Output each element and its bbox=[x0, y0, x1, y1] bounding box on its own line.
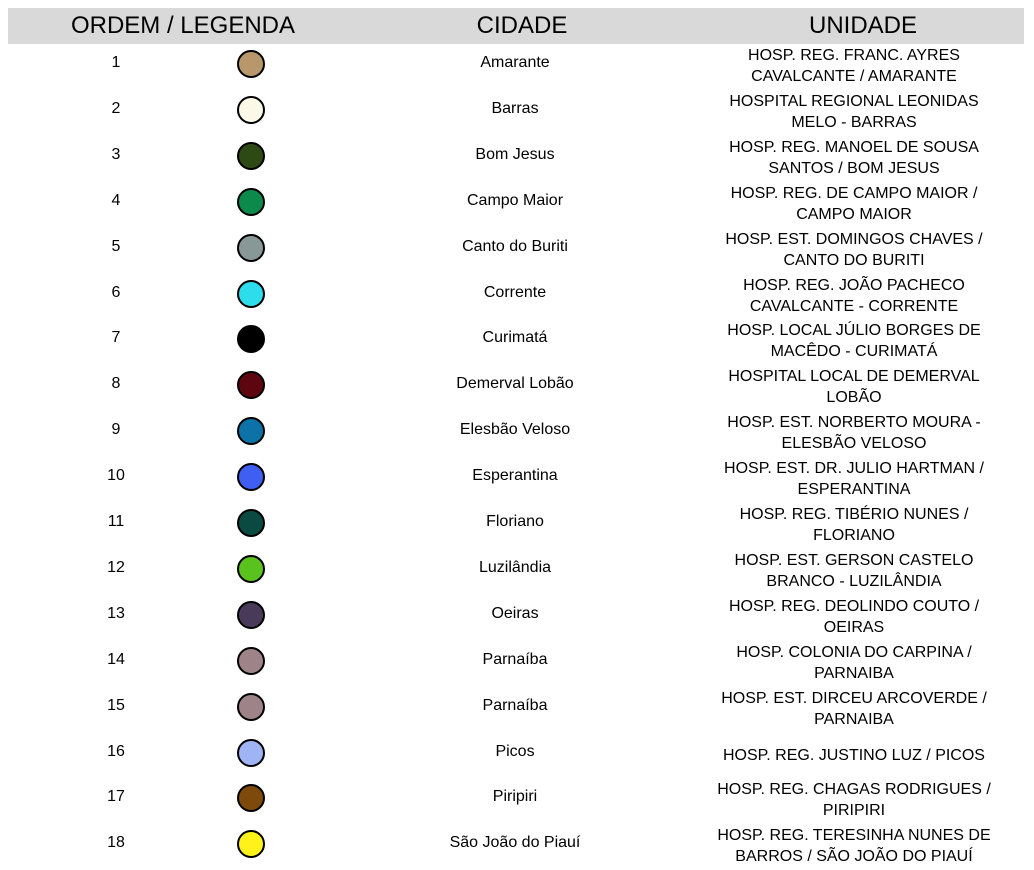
legend-color-swatch bbox=[237, 555, 265, 583]
legend-color-swatch bbox=[237, 50, 265, 78]
city-name: Picos bbox=[495, 743, 535, 760]
header-ordem-legenda: ORDEM / LEGENDA bbox=[70, 12, 296, 39]
legend-color-swatch bbox=[237, 188, 265, 216]
order-number: 18 bbox=[107, 834, 125, 851]
order-number: 2 bbox=[111, 100, 121, 117]
unit-name: HOSP. EST. GERSON CASTELO BRANCO - LUZILÂNDIA bbox=[734, 552, 974, 590]
legend-color-swatch bbox=[237, 463, 265, 491]
table-header bbox=[8, 8, 1024, 44]
order-number: 15 bbox=[107, 697, 125, 714]
unit-name: HOSP. REG. TIBÉRIO NUNES / FLORIANO bbox=[739, 506, 969, 544]
unit-name: HOSP. REG. DE CAMPO MAIOR / CAMPO MAIOR bbox=[730, 185, 978, 223]
order-number: 7 bbox=[111, 329, 121, 346]
legend-color-swatch bbox=[237, 693, 265, 721]
order-number: 14 bbox=[107, 651, 125, 668]
city-name: São João do Piauí bbox=[449, 834, 581, 851]
city-name: Corrente bbox=[483, 284, 547, 301]
legend-color-swatch bbox=[237, 739, 265, 767]
unit-name: HOSP. COLONIA DO CARPINA / PARNAIBA bbox=[736, 644, 972, 682]
unit-name: HOSP. REG. JUSTINO LUZ / PICOS bbox=[723, 746, 985, 764]
order-number: 12 bbox=[107, 559, 125, 576]
table-row bbox=[0, 44, 1034, 90]
order-number: 9 bbox=[111, 421, 121, 438]
city-name: Floriano bbox=[486, 513, 544, 530]
legend-color-swatch bbox=[237, 601, 265, 629]
city-name: Demerval Lobão bbox=[456, 375, 574, 392]
legend-color-swatch bbox=[237, 830, 265, 858]
order-number: 3 bbox=[111, 146, 121, 163]
header-unidade: UNIDADE bbox=[808, 12, 917, 39]
table-row bbox=[0, 733, 1034, 779]
unit-name: HOSP. EST. DIRCEU ARCOVERDE / PARNAIBA bbox=[721, 690, 987, 728]
city-name: Elesbão Veloso bbox=[459, 421, 571, 438]
order-number: 16 bbox=[107, 743, 125, 760]
unit-name: HOSP. REG. TERESINHA NUNES DE BARROS / SÃO JOÃO DO PIAUÍ bbox=[717, 827, 991, 865]
city-name: Amarante bbox=[480, 54, 550, 71]
legend-color-swatch bbox=[237, 647, 265, 675]
city-name: Barras bbox=[491, 100, 539, 117]
table-row bbox=[0, 319, 1034, 365]
city-name: Piripiri bbox=[492, 788, 538, 805]
city-name: Canto do Buriti bbox=[462, 238, 568, 255]
table-row bbox=[0, 274, 1034, 320]
legend-color-swatch bbox=[237, 325, 265, 353]
order-number: 6 bbox=[111, 284, 121, 301]
table-row bbox=[0, 228, 1034, 274]
order-number: 10 bbox=[107, 467, 125, 484]
table-row bbox=[0, 365, 1034, 411]
city-name: Curimatá bbox=[482, 329, 548, 346]
unit-name: HOSP. EST. NORBERTO MOURA - ELESBÃO VELOSO bbox=[727, 414, 981, 452]
order-number: 17 bbox=[107, 788, 125, 805]
unit-name: HOSP. REG. CHAGAS RODRIGUES / PIRIPIRI bbox=[717, 781, 991, 819]
unit-name: HOSP. REG. DEOLINDO COUTO / OEIRAS bbox=[728, 598, 980, 636]
legend-color-swatch bbox=[237, 509, 265, 537]
order-number: 8 bbox=[111, 375, 121, 392]
unit-name: HOSP. EST. DOMINGOS CHAVES / CANTO DO BURITI bbox=[725, 231, 983, 269]
table-row bbox=[0, 549, 1034, 595]
legend-color-swatch bbox=[237, 96, 265, 124]
unit-name: HOSP. REG. FRANC. AYRES CAVALCANTE / AMARANTE bbox=[748, 47, 960, 85]
unit-name: HOSP. LOCAL JÚLIO BORGES DE MACÊDO - CURIMATÁ bbox=[727, 322, 981, 360]
legend-color-swatch bbox=[237, 280, 265, 308]
city-name: Bom Jesus bbox=[475, 146, 555, 163]
city-name: Luzilândia bbox=[478, 559, 552, 576]
legend-color-swatch bbox=[237, 417, 265, 445]
order-number: 1 bbox=[111, 54, 121, 71]
legend-color-swatch bbox=[237, 371, 265, 399]
city-name: Parnaíba bbox=[482, 697, 548, 714]
order-number: 4 bbox=[111, 192, 121, 209]
table-row bbox=[0, 457, 1034, 503]
order-number: 13 bbox=[107, 605, 125, 622]
city-name: Campo Maior bbox=[466, 192, 564, 209]
table-row bbox=[0, 687, 1034, 733]
unit-name: HOSPITAL LOCAL DE DEMERVAL LOBÃO bbox=[728, 368, 980, 406]
table-row bbox=[0, 411, 1034, 457]
unit-name: HOSPITAL REGIONAL LEONIDAS MELO - BARRAS bbox=[729, 93, 979, 131]
legend-color-swatch bbox=[237, 142, 265, 170]
table-row bbox=[0, 641, 1034, 687]
table-row bbox=[0, 824, 1034, 870]
table-row bbox=[0, 182, 1034, 228]
order-number: 5 bbox=[111, 238, 121, 255]
unit-name: HOSP. REG. JOÃO PACHECO CAVALCANTE - CORRENTE bbox=[743, 277, 965, 315]
table-row bbox=[0, 90, 1034, 136]
table-row bbox=[0, 778, 1034, 824]
legend-color-swatch bbox=[237, 234, 265, 262]
header-cidade: CIDADE bbox=[476, 12, 568, 39]
table-row bbox=[0, 595, 1034, 641]
city-name: Esperantina bbox=[472, 467, 558, 484]
unit-name: HOSP. REG. MANOEL DE SOUSA SANTOS / BOM JESUS bbox=[729, 139, 979, 177]
table-row bbox=[0, 136, 1034, 182]
city-name: Parnaíba bbox=[482, 651, 548, 668]
legend-color-swatch bbox=[237, 784, 265, 812]
unit-name: HOSP. EST. DR. JULIO HARTMAN / ESPERANTINA bbox=[724, 460, 984, 498]
order-number: 11 bbox=[107, 513, 125, 530]
city-name: Oeiras bbox=[491, 605, 539, 622]
table-row bbox=[0, 503, 1034, 549]
